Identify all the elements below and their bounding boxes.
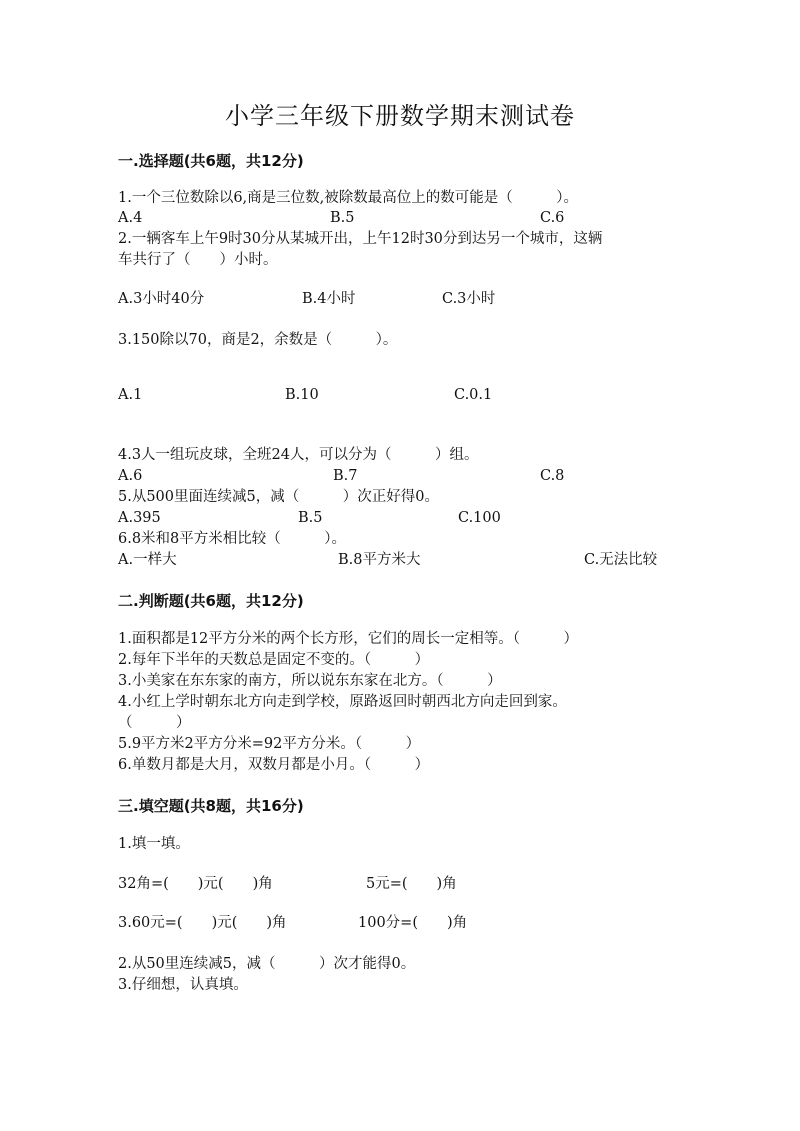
q3-1-fill-a: 32角=( )元( )角 <box>118 876 273 892</box>
q1-5-stem: 5.从500里面连续减5，减（ ）次正好得0。 <box>118 489 439 505</box>
q1-1-option-a: A.4 <box>118 210 143 226</box>
q3-1-fill-c: 3.60元=( )元( )角 <box>118 915 287 931</box>
section-heading-judgement: 二.判断题(共6题，共12分) <box>118 592 304 610</box>
q1-6-option-c: C.无法比较 <box>584 552 658 568</box>
q2-3: 3.小美家在东东家的南方，所以说东东家在北方。（ ） <box>118 673 502 689</box>
q1-3-option-b: B.10 <box>285 387 319 403</box>
q3-1-fill-b: 5元=( )角 <box>366 876 457 892</box>
q1-3-option-a: A.1 <box>118 387 143 403</box>
q1-1-stem: 1.一个三位数除以6,商是三位数,被除数最高位上的数可能是（ ）。 <box>118 190 579 206</box>
q2-4: 4.小红上学时朝东北方向走到学校，原路返回时朝西北方向走回到家。 <box>118 694 567 710</box>
q1-5-option-b: B.5 <box>298 510 323 526</box>
q1-2-option-b: B.4小时 <box>302 291 356 307</box>
q3-1: 1.填一填。 <box>118 836 190 852</box>
q1-5-option-c: C.100 <box>458 510 501 526</box>
q2-5: 5.9平方米2平方分米=92平方分米。（ ） <box>118 736 421 752</box>
q1-2-option-a: A.3小时40分 <box>118 291 205 307</box>
q1-3-stem: 3.150除以70，商是2，余数是（ ）。 <box>118 332 398 348</box>
page-title: 小学三年级下册数学期末测试卷 <box>225 102 575 130</box>
q1-4-option-a: A.6 <box>118 468 143 484</box>
q3-1-fill-d: 100分=( )角 <box>358 915 468 931</box>
q2-6: 6.单数月都是大月，双数月都是小月。（ ） <box>118 757 430 773</box>
q1-2-option-c: C.3小时 <box>442 291 496 307</box>
q1-5-option-a: A.395 <box>118 510 161 526</box>
section-heading-fill: 三.填空题(共8题，共16分) <box>118 797 304 815</box>
q1-1-option-c: C.6 <box>540 210 565 226</box>
q2-2: 2.每年下半年的天数总是固定不变的。（ ） <box>118 652 430 668</box>
q1-6-option-a: A.一样大 <box>118 552 177 568</box>
q1-2-stem-cont: 车共行了（ ）小时。 <box>118 252 278 268</box>
q3-2: 2.从50里连续减5，减（ ）次才能得0。 <box>118 956 416 972</box>
q1-4-stem: 4.3人一组玩皮球，全班24人，可以分为（ ）组。 <box>118 447 479 463</box>
q1-4-option-b: B.7 <box>333 468 358 484</box>
q2-4-answer: （ ） <box>118 715 191 731</box>
q2-1: 1.面积都是12平方分米的两个长方形，它们的周长一定相等。（ ） <box>118 631 579 647</box>
q1-4-option-c: C.8 <box>540 468 565 484</box>
q1-6-option-b: B.8平方米大 <box>338 552 421 568</box>
q1-1-option-b: B.5 <box>330 210 355 226</box>
section-heading-choice: 一.选择题(共6题，共12分) <box>118 152 304 170</box>
q1-2-stem: 2.一辆客车上午9时30分从某城开出，上午12时30分到达另一个城市，这辆 <box>118 231 603 247</box>
q1-6-stem: 6.8米和8平方米相比较（ ）。 <box>118 531 347 547</box>
q3-3: 3.仔细想，认真填。 <box>118 977 248 993</box>
q1-3-option-c: C.0.1 <box>454 387 493 403</box>
